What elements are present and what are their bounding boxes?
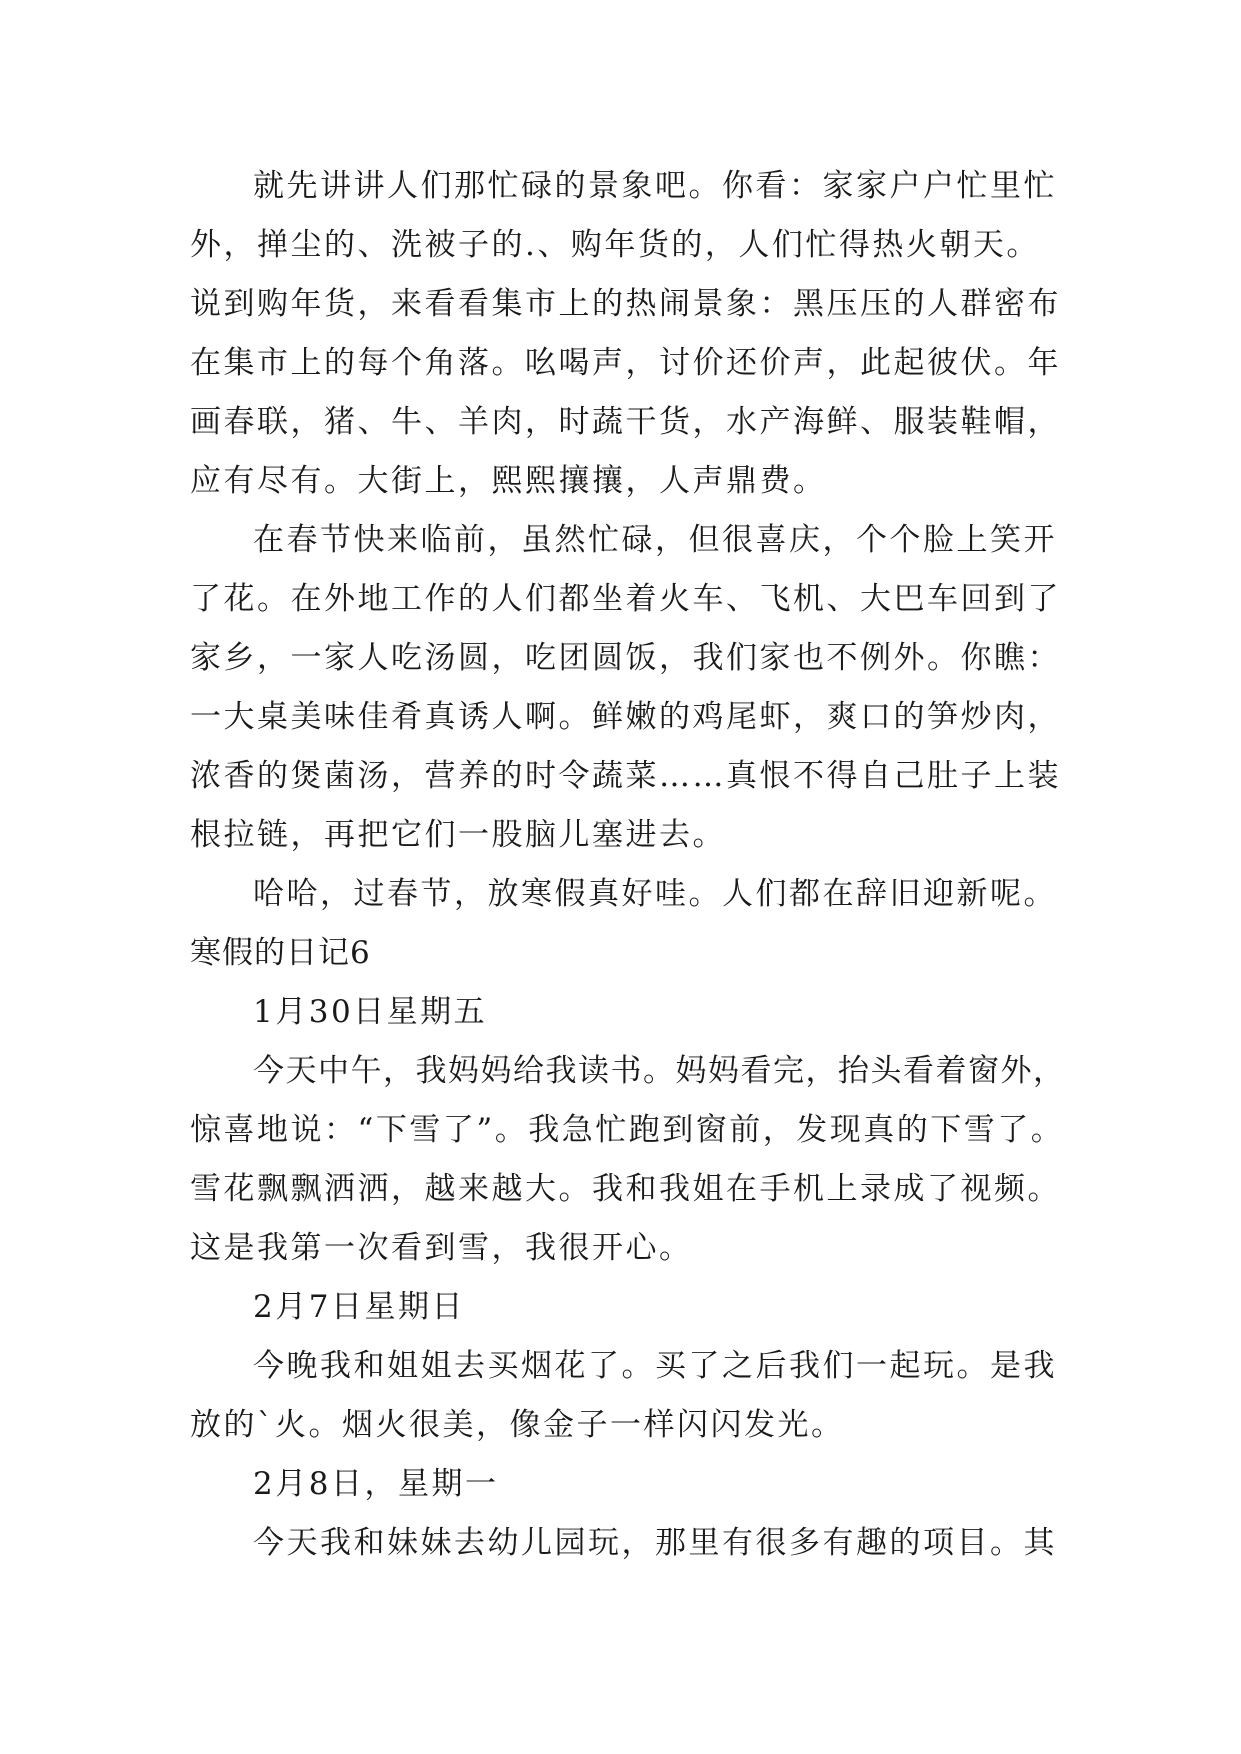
text-line: 就先讲讲人们那忙碌的景象吧。你看：家家户户忙里忙 — [253, 168, 1057, 204]
text-line: 今晚我和姐姐去买烟花了。买了之后我们一起玩。是我 — [253, 1348, 1057, 1384]
text-line: 了花。在外地工作的人们都坐着火车、飞机、大巴车回到了 — [190, 581, 1061, 617]
text-line: 1月30日星期五 — [253, 994, 488, 1030]
text-line: 这是我第一次看到雪，我很开心。 — [190, 1230, 693, 1266]
text-line: 应有尽有。大街上，熙熙攘攘，人声鼎费。 — [190, 463, 827, 499]
text-line: 在春节快来临前，虽然忙碌，但很喜庆，个个脸上笑开 — [253, 522, 1057, 558]
text-line: 在集市上的每个角落。吆喝声，讨价还价声，此起彼伏。年 — [190, 345, 1061, 381]
text-line: 哈哈，过春节，放寒假真好哇。人们都在辞旧迎新呢。 — [253, 876, 1057, 912]
text-line: 外，掸尘的、洗被子的.、购年货的，人们忙得热火朝天。 — [190, 227, 1040, 263]
text-line: 画春联，猪、牛、羊肉，时蔬干货，水产海鲜、服装鞋帽， — [190, 404, 1061, 440]
text-line: 说到购年货，来看看集市上的热闹景象：黑压压的人群密布 — [190, 286, 1061, 322]
text-line: 雪花飘飘洒洒，越来越大。我和我姐在手机上录成了视频。 — [190, 1171, 1061, 1207]
text-line: 2月8日，星期一 — [253, 1466, 499, 1502]
text-line: 惊喜地说：“下雪了”。我急忙跑到窗前，发现真的下雪了。 — [190, 1112, 1065, 1148]
text-line: 今天中午，我妈妈给我读书。妈妈看完，抬头看着窗外， — [253, 1053, 1066, 1089]
document-body — [190, 157, 1070, 1573]
text-line: 今天我和妹妹去幼儿园玩，那里有很多有趣的项目。其 — [253, 1525, 1057, 1561]
section-heading: 寒假的日记6 — [190, 935, 371, 971]
text-line: 浓香的煲菌汤，营养的时令蔬菜……真恨不得自己肚子上装 — [190, 758, 1061, 794]
text-line: 2月7日星期日 — [253, 1289, 465, 1325]
text-line: 根拉链，再把它们一股脑儿塞进去。 — [190, 817, 726, 853]
text-line: 一大桌美味佳肴真诱人啊。鲜嫩的鸡尾虾，爽口的笋炒肉， — [190, 699, 1061, 735]
text-line: 家乡，一家人吃汤圆，吃团圆饭，我们家也不例外。你瞧： — [190, 640, 1061, 676]
text-line: 放的`火。烟火很美，像金子一样闪闪发光。 — [190, 1407, 845, 1443]
